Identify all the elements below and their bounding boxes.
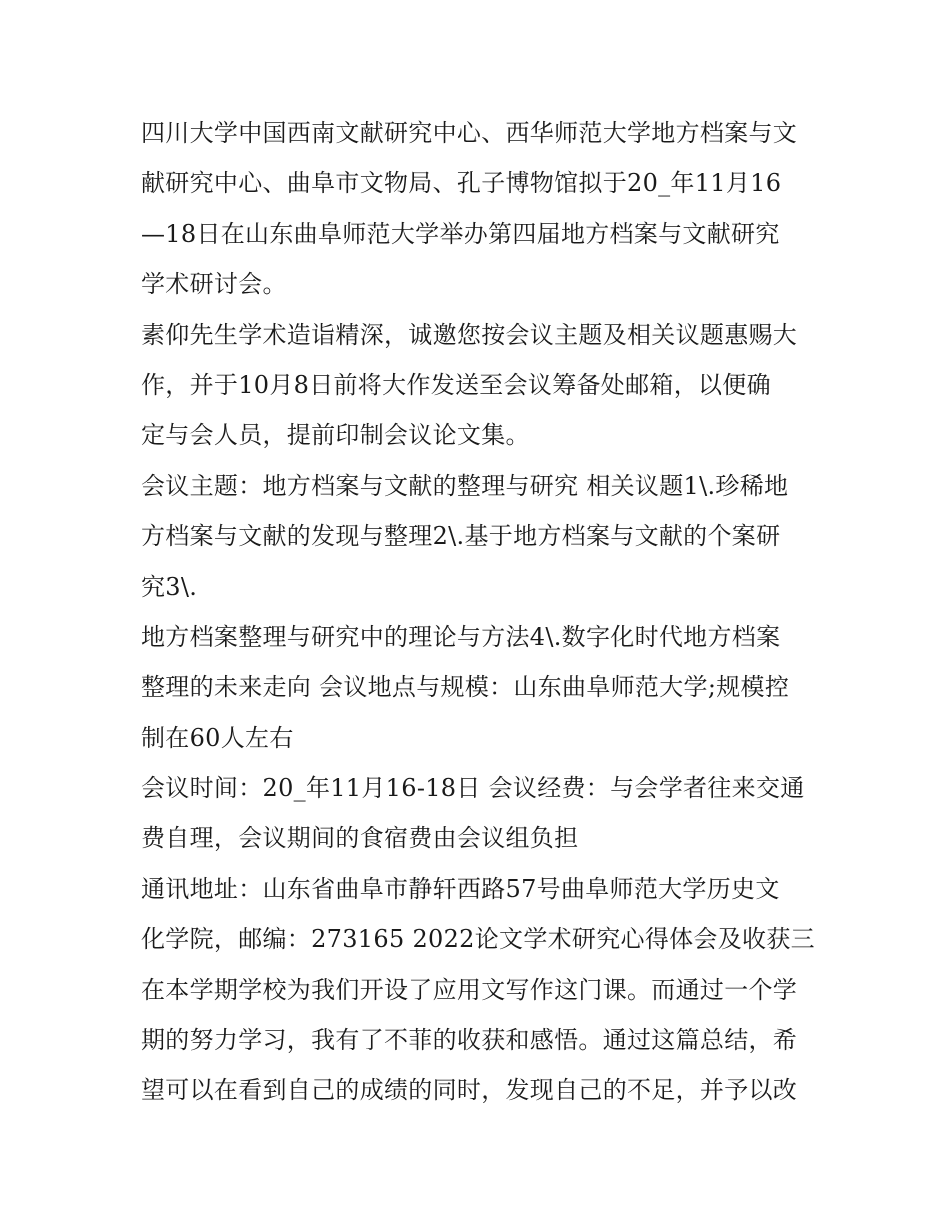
text-line: 学术研讨会。 bbox=[141, 270, 287, 299]
text-line: 究3\. bbox=[141, 572, 198, 601]
text-line: 作，并于10月8日前将大作发送至会议筹备处邮箱，以便确 bbox=[141, 370, 771, 399]
text-line: 地方档案整理与研究中的理论与方法4\.数字化时代地方档案 bbox=[141, 622, 781, 651]
text-line: 望可以在看到自己的成绩的同时，发现自己的不足，并予以改 bbox=[141, 1076, 798, 1105]
text-line: 化学院，邮编：273165 2022论文学术研究心得体会及收获三 bbox=[141, 925, 815, 954]
text-line: 通讯地址：山东省曲阜市静轩西路57号曲阜师范大学历史文 bbox=[141, 874, 780, 903]
text-line: —18日在山东曲阜师范大学举办第四届地方档案与文献研究 bbox=[141, 219, 780, 248]
document-body bbox=[141, 108, 821, 1116]
text-line: 费自理，会议期间的食宿费由会议组负担 bbox=[141, 824, 579, 853]
text-line: 整理的未来走向 会议地点与规模：山东曲阜师范大学;规模控 bbox=[141, 673, 790, 702]
text-line: 素仰先生学术造诣精深，诚邀您按会议主题及相关议题惠赐大 bbox=[141, 320, 798, 349]
text-line: 定与会人员，提前印制会议论文集。 bbox=[141, 421, 530, 450]
text-line: 方档案与文献的发现与整理2\.基于地方档案与文献的个案研 bbox=[141, 522, 781, 551]
text-line: 制在60人左右 bbox=[141, 723, 294, 752]
text-line: 四川大学中国西南文献研究中心、西华师范大学地方档案与文 bbox=[141, 119, 798, 147]
text-line: 会议时间：20_年11月16-18日 会议经费：与会学者往来交通 bbox=[141, 774, 805, 803]
text-line: 献研究中心、曲阜市文物局、孔子博物馆拟于20_年11月16 bbox=[141, 169, 782, 198]
text-line: 在本学期学校为我们开设了应用文写作这门课。而通过一个学 bbox=[141, 975, 798, 1004]
text-line: 期的努力学习，我有了不菲的收获和感悟。通过这篇总结，希 bbox=[141, 1026, 798, 1055]
text-line: 会议主题：地方档案与文献的整理与研究 相关议题1\.珍稀地 bbox=[141, 471, 789, 500]
